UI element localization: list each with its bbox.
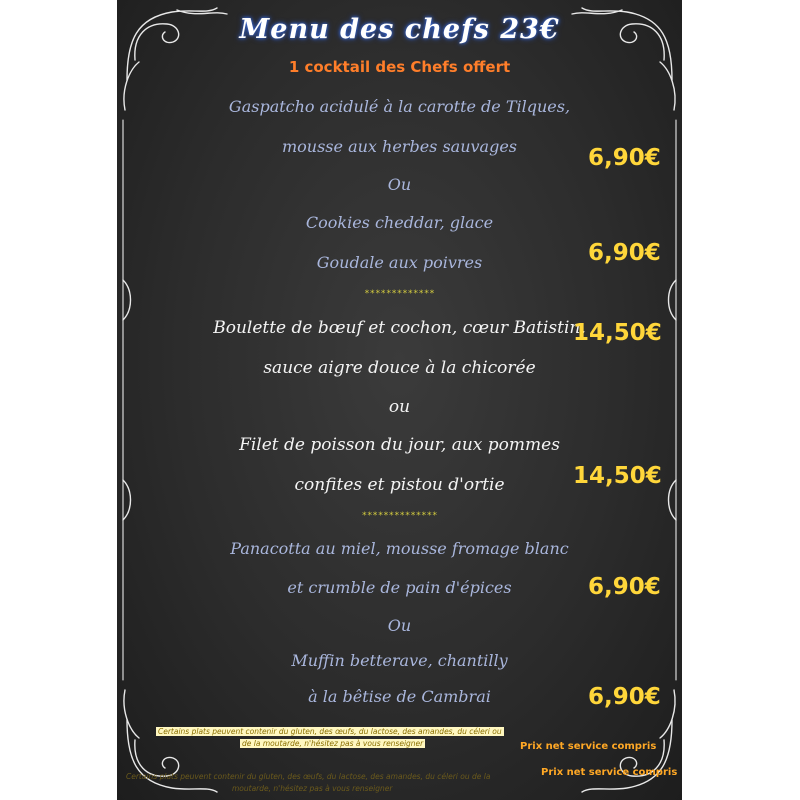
dessert-price-2: 6,90€ [588,684,661,710]
allergen-notice-line-2: de la moutarde, n'hésitez pas à vous renseigner [242,739,424,748]
main-line-3: Filet de poisson du jour, aux pommes [239,435,560,455]
dessert-line-1: Panacotta au miel, mousse fromage blanc [230,539,569,558]
main-line-2: sauce aigre douce à la chicorée [263,358,536,378]
starter-price-1: 6,90€ [588,145,661,171]
service-note-dup: Prix net service compris [541,767,678,778]
dessert-line-3: Muffin betterave, chantilly [291,651,508,670]
starter-line-3: Cookies cheddar, glace [305,213,494,232]
main-price-1: 14,50€ [573,320,662,346]
allergen-notice-line-1: Certains plats peuvent contenir du gluten, des œufs, du lactose, des amandes, du céleri ou [158,727,502,736]
allergen-notice-dup-line-1: Certains plats peuvent contenir du gluten, des œufs, du lactose, des amandes, du céleri ou de la [126,772,491,781]
starter-or: Ou [387,175,412,194]
service-note: Prix net service compris [520,741,657,752]
starter-price-2: 6,90€ [588,240,661,266]
menu-title: Menu des chefs 23€ [239,14,560,45]
separator-1: ************* [364,289,435,299]
dessert-or: Ou [387,616,412,635]
allergen-notice-dup-line-2: moutarde, n'hésitez pas à vous renseigner [232,784,393,793]
starter-line-2: mousse aux herbes sauvages [281,137,518,156]
main-line-1: Boulette de bœuf et cochon, cœur Batistin, [213,318,586,338]
menu-subtitle: 1 cocktail des Chefs offert [288,58,511,76]
starter-line-4: Goudale aux poivres [316,253,483,272]
dessert-line-2: et crumble de pain d'épices [287,578,512,597]
separator-2: ************** [361,511,438,521]
starter-line-1: Gaspatcho acidulé à la carotte de Tilques, [228,97,571,116]
main-line-4: confites et pistou d'ortie [294,475,505,495]
chalkboard [117,0,682,800]
main-or: ou [388,397,411,417]
dessert-line-4: à la bêtise de Cambrai [308,687,491,706]
main-price-2: 14,50€ [573,463,662,489]
dessert-price-1: 6,90€ [588,574,661,600]
